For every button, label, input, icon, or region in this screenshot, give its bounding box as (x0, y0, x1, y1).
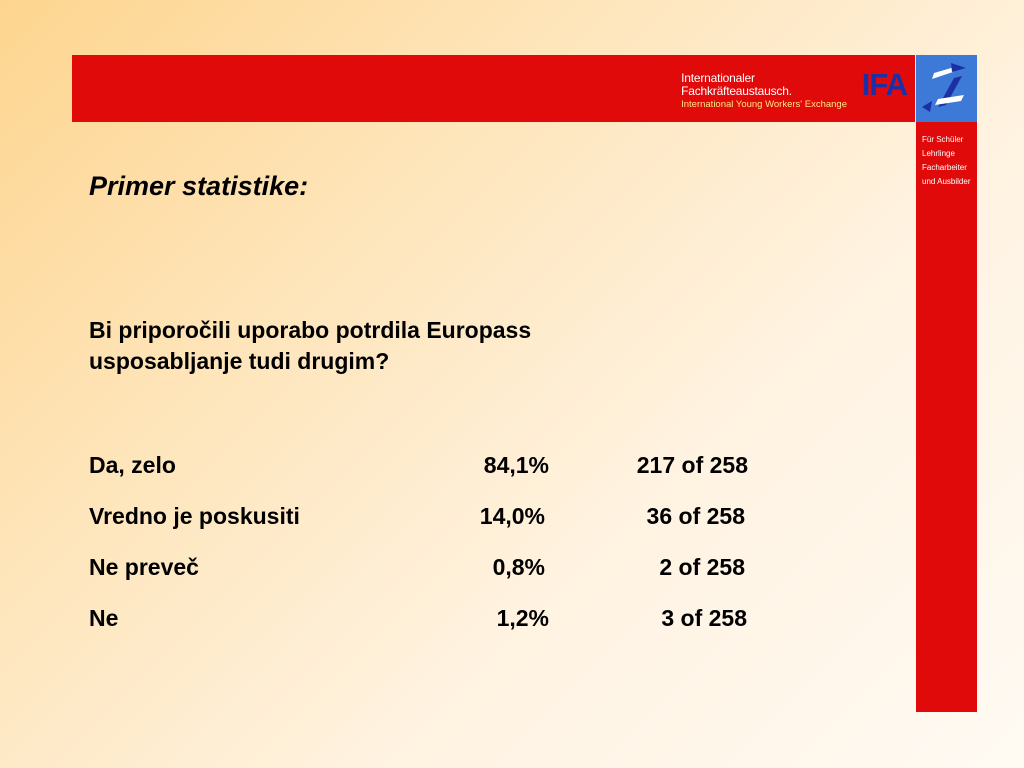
org-name-de-line1: Internationaler (681, 71, 755, 85)
answer-label: Da, zelo (89, 452, 176, 478)
audience-list (922, 133, 970, 189)
org-name-en: International Young Workers' Exchange (681, 99, 847, 110)
ifa-logo-text: IFA (861, 67, 907, 102)
answer-label: Vredno je poskusiti (89, 503, 300, 529)
answer-count: 2 of 258 (659, 554, 745, 580)
answer-count: 3 of 258 (661, 605, 747, 631)
ifa-logo-mark-icon (916, 55, 977, 122)
slide-title: Primer statistike: (89, 171, 309, 201)
answer-percent: 0,8% (492, 554, 545, 580)
sidebar-band (916, 122, 977, 712)
survey-question-line1: Bi priporočili uporabo potrdila Europass (89, 317, 532, 343)
audience-item: Lehrlinge (922, 149, 955, 158)
header-band (72, 55, 915, 122)
answer-label: Ne (89, 605, 119, 631)
survey-question-line2: usposabljanje tudi drugim? (89, 348, 390, 374)
audience-item: und Ausbilder (922, 177, 971, 186)
result-row (89, 503, 789, 533)
result-row (89, 554, 789, 584)
audience-item: Facharbeiter (922, 163, 967, 172)
answer-count: 36 of 258 (646, 503, 745, 529)
answer-label: Ne preveč (89, 554, 199, 580)
result-row (89, 605, 789, 635)
answer-percent: 1,2% (496, 605, 549, 631)
answer-count: 217 of 258 (636, 452, 748, 478)
survey-question (89, 315, 729, 377)
answer-percent: 14,0% (479, 503, 545, 529)
result-row (89, 452, 789, 482)
answer-percent: 84,1% (483, 452, 549, 478)
org-name-de-line2: Fachkräfteaustausch. (681, 84, 792, 98)
org-name-block (681, 72, 847, 111)
audience-item: Für Schüler (922, 135, 964, 144)
